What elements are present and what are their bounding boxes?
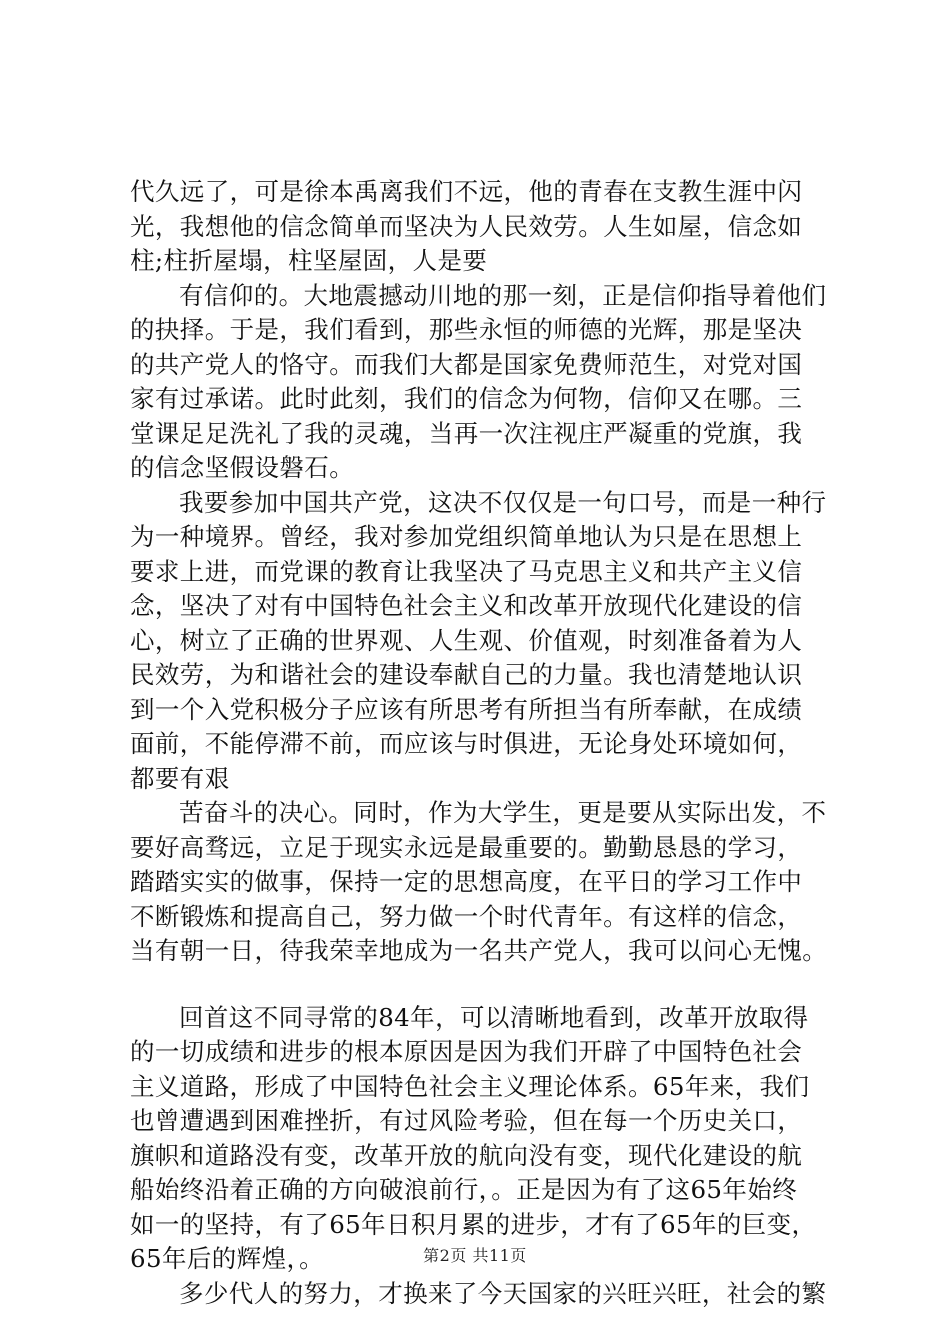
text-line: 念，坚决了对有中国特色社会主义和改革开放现代化建设的信: [130, 591, 803, 620]
paragraph-2: [130, 279, 860, 486]
text-line: 民效劳，为和谐社会的建设奉献自己的力量。我也清楚地认识: [130, 660, 803, 689]
text-line: 船始终沿着正确的方向破浪前行，。正是因为有了这65年始终: [130, 1175, 798, 1204]
paragraph-5: [130, 1001, 860, 1277]
text-line: 65年后的辉煌，。: [130, 1244, 325, 1273]
text-line: 到一个入党积极分子应该有所思考有所担当有所奉献，在成绩: [130, 694, 803, 724]
text-line: 的信念坚假设磐石。: [130, 453, 355, 482]
text-line: 光，我想他的信念简单而坚决为人民效劳。人生如屋，信念如: [130, 211, 803, 241]
text-line: 当有朝一日，待我荣幸地成为一名共产党人，我可以问心无愧。: [130, 936, 828, 965]
text-line: 都要有艰: [130, 763, 230, 793]
text-line: 要好高骛远，立足于现实永远是最重要的。勤勤恳恳的学习，: [130, 832, 803, 862]
text-line: 我要参加中国共产党，这决不仅仅是一句口号，而是一种行: [179, 487, 827, 517]
text-line: 代久远了，可是徐本禹离我们不远，他的青春在支教生涯中闪: [130, 177, 803, 206]
text-line: 如一的坚持，有了65年日积月累的进步，才有了65年的巨变，: [130, 1209, 817, 1239]
paragraph-1: [130, 175, 860, 279]
text-line: 心，树立了正确的世界观、人生观、价值观，时刻准备着为人: [130, 625, 803, 655]
text-line: 也曾遭遇到困难挫折，有过风险考验，但在每一个历史关口，: [130, 1106, 803, 1135]
text-line: 为一种境界。曾经，我对参加党组织简单地认为只是在思想上: [130, 522, 803, 551]
body-text: [130, 175, 860, 1311]
paragraph-4: [130, 796, 860, 969]
text-line: 苦奋斗的决心。同时，作为大学生，更是要从实际出发，不: [179, 798, 827, 827]
text-line: 家有过承诺。此时此刻，我们的信念为何物，信仰又在哪。三: [130, 384, 803, 413]
text-line: 多少代人的努力，才换来了今天国家的兴旺兴旺，社会的繁: [179, 1278, 827, 1308]
text-line: 有信仰的。大地震撼动川地的那一刻，正是信仰指导着他们: [179, 280, 827, 310]
text-line: 柱;柱折屋塌，柱坚屋固，人是要: [130, 246, 488, 275]
text-line: 的共产党人的恪守。而我们大都是国家免费师范生，对党对国: [130, 349, 803, 379]
text-line: 主义道路，形成了中国特色社会主义理论体系。65年来，我们: [130, 1071, 810, 1101]
text-line: 要求上进，而党课的教育让我坚决了马克思主义和共产主义信: [130, 556, 803, 586]
text-line: 回首这不同寻常的84年，可以清晰地看到，改革开放取得: [179, 1002, 809, 1032]
page-footer: 第2页 共11页: [423, 1246, 527, 1265]
text-line: 旗帜和道路没有变，改革开放的航向没有变，现代化建设的航: [130, 1140, 803, 1170]
paragraph-gap: [130, 969, 860, 1001]
text-line: 的抉择。于是，我们看到，那些永恒的师德的光辉，那是坚决: [130, 315, 803, 344]
text-line: 面前，不能停滞不前，而应该与时俱进，无论身处环境如何，: [130, 729, 803, 758]
paragraph-6: [130, 1277, 860, 1312]
text-line: 不断锻炼和提高自己，努力做一个时代青年。有这样的信念，: [130, 901, 803, 931]
text-line: 踏踏实实的做事，保持一定的思想高度，在平日的学习工作中: [130, 867, 803, 896]
paragraph-3: [130, 486, 860, 797]
text-line: 的一切成绩和进步的根本原因是因为我们开辟了中国特色社会: [130, 1037, 803, 1066]
text-line: 堂课足足洗礼了我的灵魂，当再一次注视庄严凝重的党旗，我: [130, 418, 803, 448]
